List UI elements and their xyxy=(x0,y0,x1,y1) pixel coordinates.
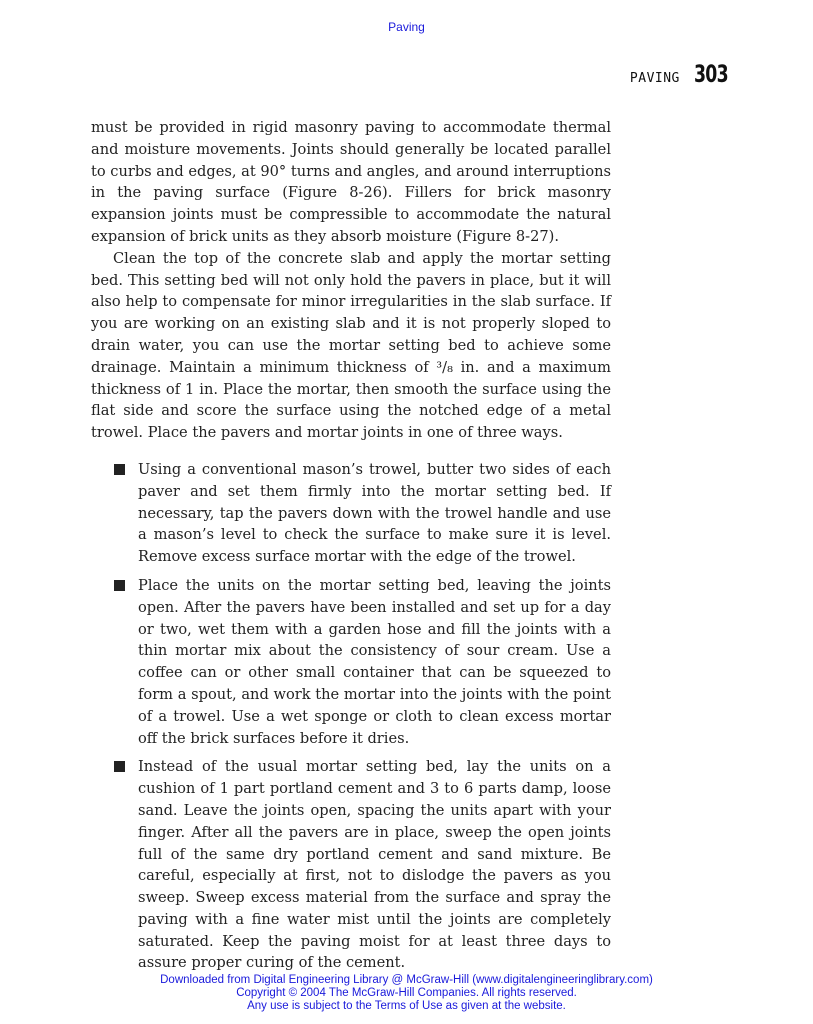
list-item xyxy=(91,459,611,568)
paragraph: must be provided in rigid masonry paving to accommodate thermal and moisture movements. Joints should generally be located parallel to curbs and edges, at 90° turns and angles, and around interruptions in the paving surface (Figure 8-26). Fillers for brick masonry expansion joints must be compressible to accommodate the natural expansion of brick units as they absorb moisture (Figure 8-27). xyxy=(91,119,611,245)
square-bullet-icon xyxy=(114,464,125,475)
list-item-text: Using a conventional mason’s trowel, butter two sides of each paver and set them firmly into the mortar setting bed. If necessary, tap the pavers down with the trowel handle and use a mason’s level to check the surface to make sure it is level. Remove excess surface mortar with the edge of the trowel. xyxy=(138,460,611,566)
running-header xyxy=(630,60,741,88)
top-title-link[interactable]: Paving xyxy=(388,20,425,34)
page-number: 303 xyxy=(693,60,728,88)
footer-terms: Any use is subject to the Terms of Use as given at the website. xyxy=(247,1000,566,1012)
footer-download-link[interactable]: Downloaded from Digital Engineering Library @ McGraw-Hill (www.digitalengineeringlibrary.com) xyxy=(160,974,653,986)
paragraph: Clean the top of the concrete slab and apply the mortar setting bed. This setting bed will not only hold the pavers in place, but it will also help to compensate for minor irregularities in the slab surface. If you are working on an existing slab and it is not properly sloped to drain water, you can use the mortar setting bed to achieve some drainage. Maintain a minimum thickness of ³/₈ in. and a maximum thickness of 1 in. Place the mortar, then smooth the surface using the flat side and score the surface using the notched edge of a metal trowel. Place the pavers and mortar joints in one of three ways. xyxy=(91,249,611,442)
bullet-list xyxy=(91,459,611,974)
square-bullet-icon xyxy=(114,761,125,772)
footer xyxy=(0,974,813,1013)
square-bullet-icon xyxy=(114,580,125,591)
running-title: PAVING xyxy=(629,71,680,86)
list-item-text: Place the units on the mortar setting bed, leaving the joints open. After the pavers have been installed and set up for a day or two, wet them with a garden hose and fill the joints with a thin mortar mix about the consistency of sour cream. Use a coffee can or other small container that can be squeezed to form a spout, and work the mortar into the joints with the point of a trowel. Use a wet sponge or cloth to clean excess mortar off the brick surfaces before it dries. xyxy=(138,576,611,747)
list-item-text: Instead of the usual mortar setting bed, lay the units on a cushion of 1 part portland cement and 3 to 6 parts damp, loose sand. Leave the joints open, spacing the units apart with your finger. After all the pavers are in place, sweep the open joints full of the same dry portland cement and sand mixture. Be careful, especially at first, not to dislodge the pavers as you sweep. Sweep excess material from the surface and spray the paving with a fine water mist until the joints are completely saturated. Keep the paving moist for at least three days to assure proper curing of the cement. xyxy=(138,758,611,972)
list-item xyxy=(91,575,611,749)
body-text xyxy=(91,117,611,981)
footer-copyright: Copyright © 2004 The McGraw-Hill Companies. All rights reserved. xyxy=(236,987,577,999)
list-item xyxy=(91,756,611,974)
